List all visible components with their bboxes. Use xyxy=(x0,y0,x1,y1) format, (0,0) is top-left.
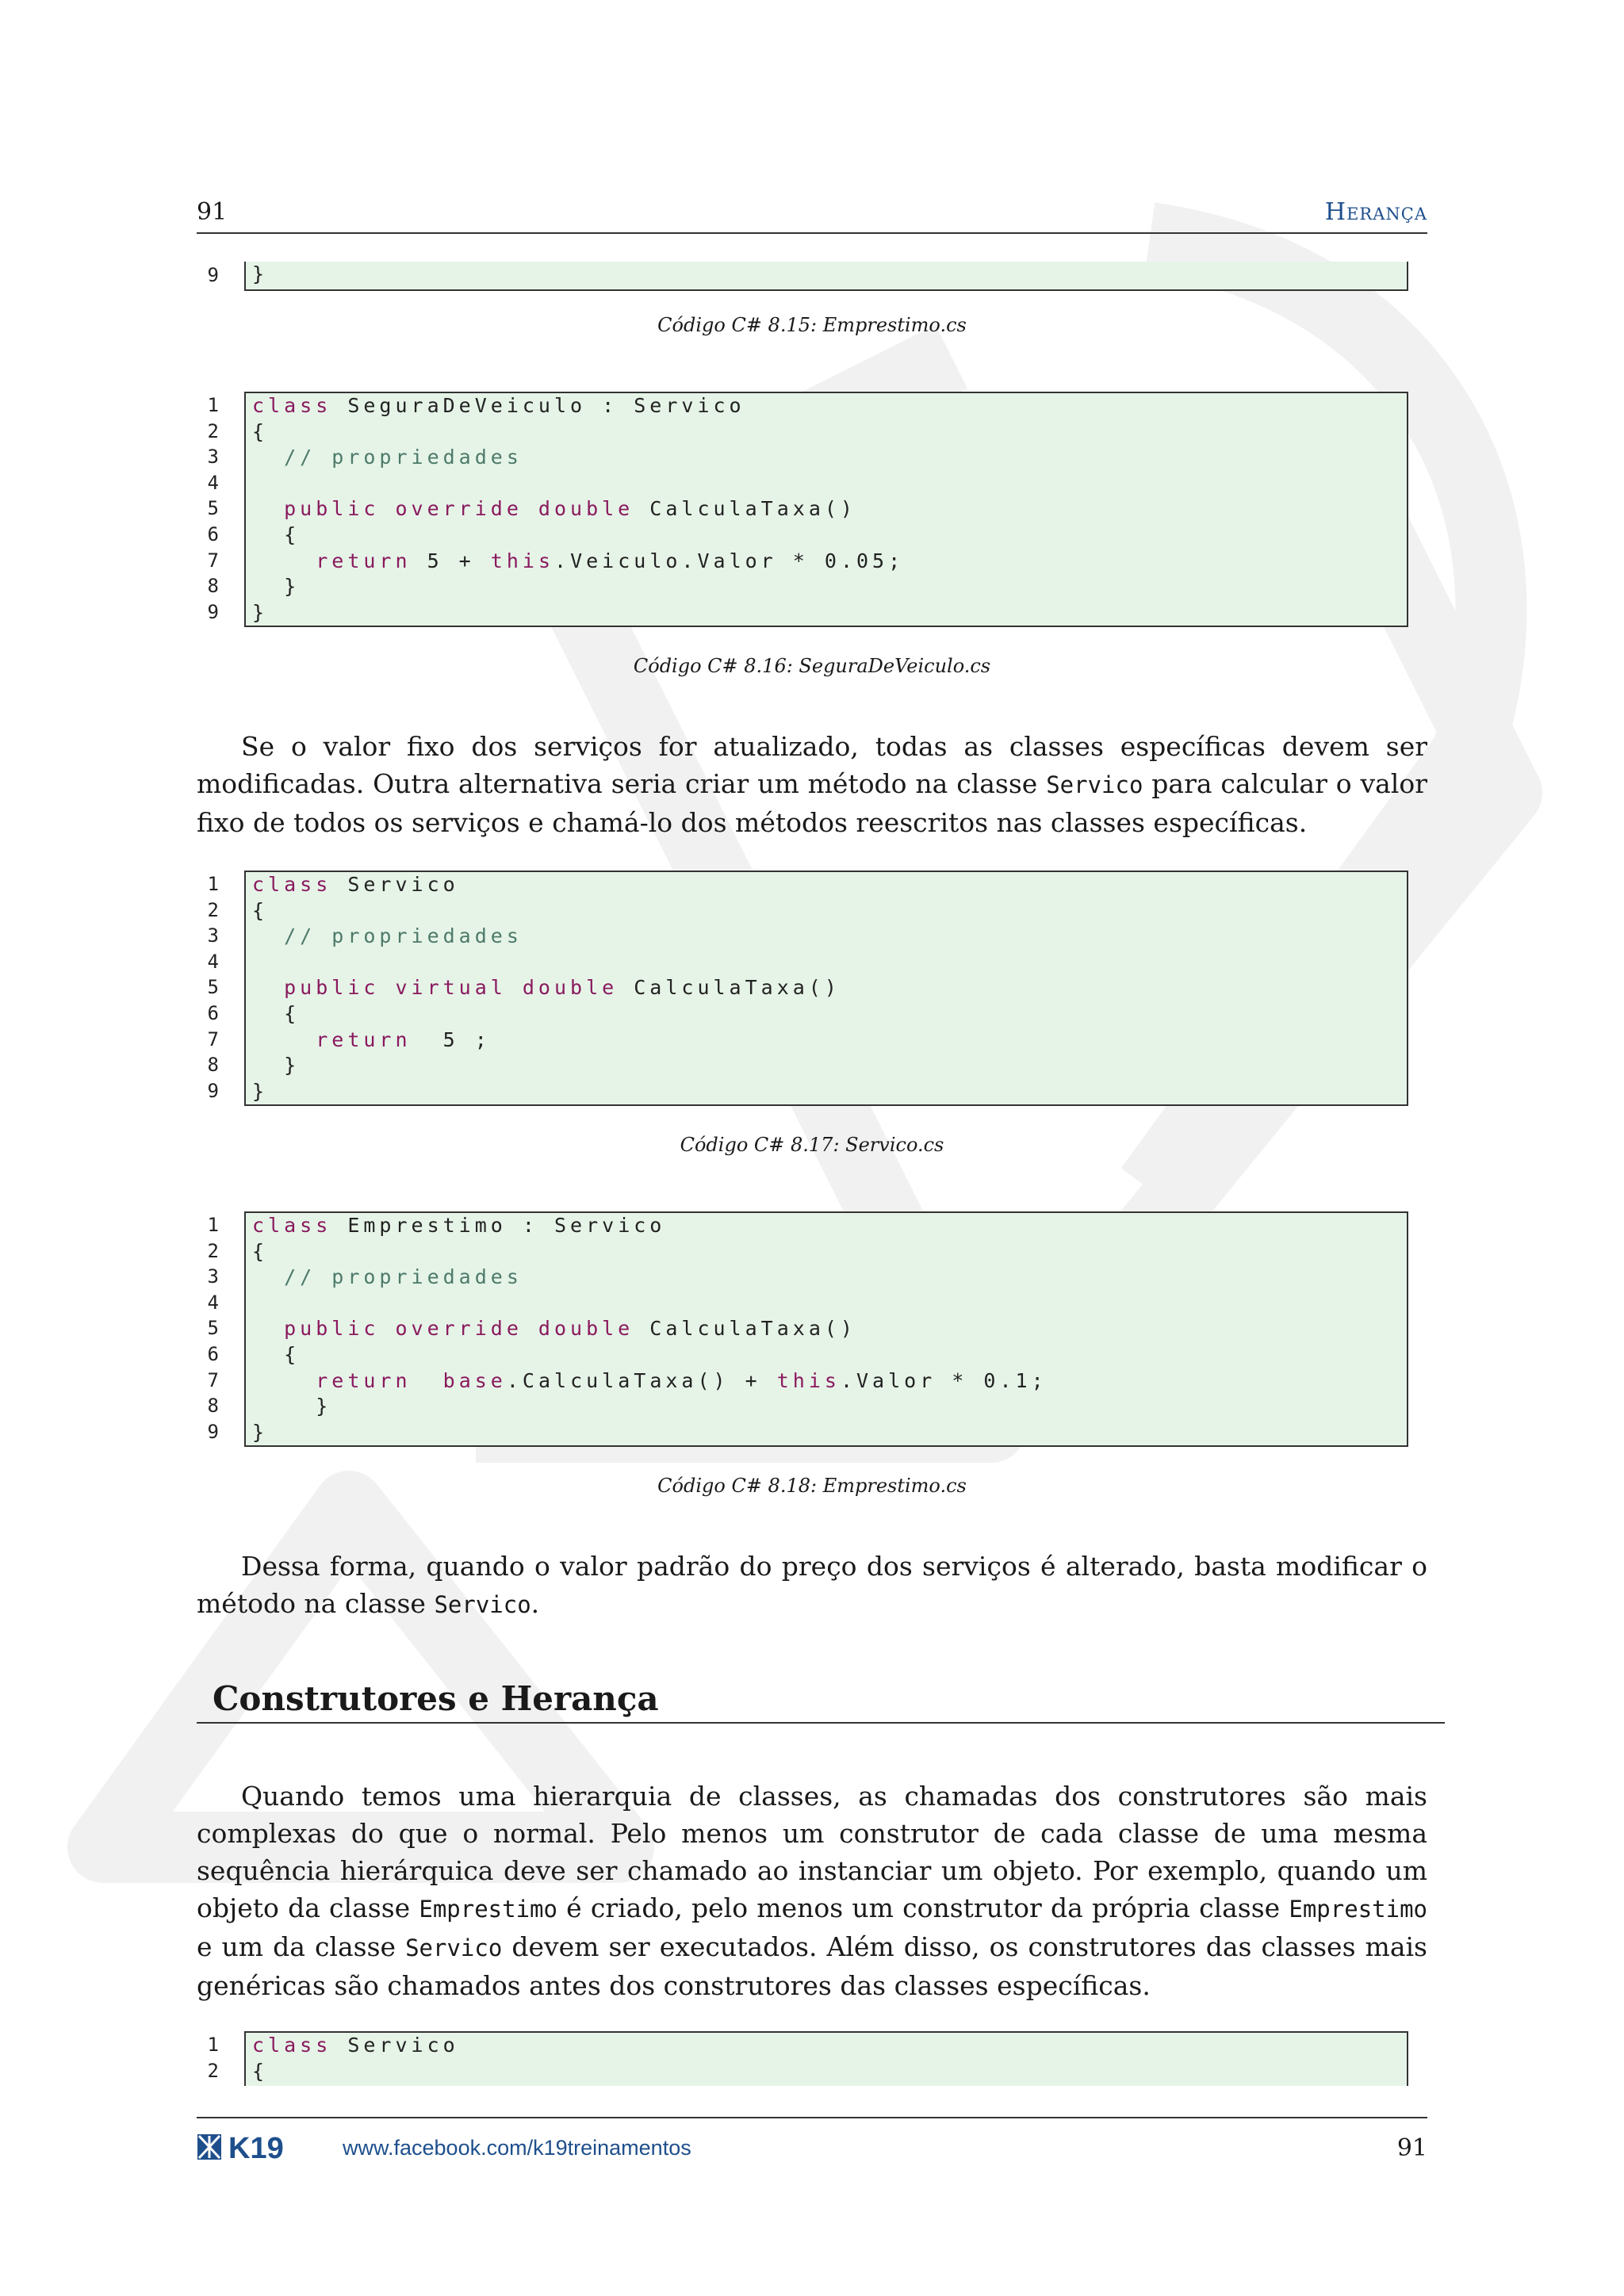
section-rule xyxy=(197,1722,1445,1724)
code-line: class SeguraDeVeiculo : Servico xyxy=(252,394,745,417)
line-number: 8 xyxy=(207,1395,219,1418)
code-line: } xyxy=(252,1420,269,1444)
footer-facebook-link[interactable]: www.facebook.com/k19treinamentos xyxy=(343,2136,691,2160)
code-line: // propriedades xyxy=(284,924,523,948)
code-caption: Código C# 8.18: Emprestimo.cs xyxy=(657,1475,967,1497)
header-chapter-title: Herança xyxy=(1324,198,1427,226)
line-number: 6 xyxy=(207,1002,219,1024)
line-number: 5 xyxy=(207,976,219,999)
line-number: 3 xyxy=(207,1265,219,1288)
code-line: { xyxy=(252,2059,269,2083)
code-line: // propriedades xyxy=(284,1265,523,1289)
footer-page-number: 91 xyxy=(1396,2134,1427,2162)
code-line: class Servico xyxy=(252,2034,459,2057)
code-line: // propriedades xyxy=(284,446,523,469)
line-number: 6 xyxy=(207,1343,219,1365)
code-caption: Código C# 8.17: Servico.cs xyxy=(680,1134,944,1156)
line-number: 3 xyxy=(207,446,219,469)
line-number: 4 xyxy=(207,471,219,494)
code-block-servico xyxy=(244,871,1408,1106)
k19-logo-icon xyxy=(197,2131,324,2163)
code-line: { xyxy=(252,522,301,546)
code-block-emprestimo xyxy=(244,1211,1408,1447)
line-number: 5 xyxy=(207,1317,219,1340)
line-number: 9 xyxy=(207,1079,219,1102)
line-number: 2 xyxy=(207,898,219,921)
line-number: 8 xyxy=(207,575,219,598)
header-page-number: 91 xyxy=(197,198,228,226)
body-paragraph: Se o valor fixo dos serviços for atualizado, todas as classes específicas devem ser modificadas. Outra alternativa seria criar um método na classe Servico para calcular o valor fixo de todos os serviços e chamá-lo dos métodos reescritos nas classes específicas. xyxy=(197,731,1427,838)
code-line: { xyxy=(252,1239,269,1263)
line-number: 4 xyxy=(207,950,219,973)
code-caption: Código C# 8.16: SeguraDeVeiculo.cs xyxy=(633,655,991,677)
line-number: 7 xyxy=(207,549,219,572)
line-number: 6 xyxy=(207,523,219,545)
code-line xyxy=(246,1291,1407,1317)
code-line: } xyxy=(252,1395,332,1418)
line-number: 8 xyxy=(207,1054,219,1077)
section-heading: Construtores e Herança xyxy=(213,1679,659,1718)
line-number: 1 xyxy=(207,2034,219,2056)
code-line: class Servico xyxy=(252,873,459,896)
line-number: 3 xyxy=(207,924,219,947)
line-number: 2 xyxy=(207,419,219,442)
code-line: public virtual double CalculaTaxa() xyxy=(284,976,841,1000)
code-line: { xyxy=(252,1342,301,1366)
line-number: 9 xyxy=(207,1420,219,1443)
code-line: { xyxy=(252,1001,301,1025)
body-paragraph: Dessa forma, quando o valor padrão do preço dos serviços é alterado, basta modificar o método na classe Servico. xyxy=(197,1551,1427,1619)
code-line: { xyxy=(252,898,269,922)
line-number: 4 xyxy=(207,1291,219,1314)
code-caption: Código C# 8.15: Emprestimo.cs xyxy=(657,314,967,336)
line-number: 7 xyxy=(207,1368,219,1391)
footer-rule xyxy=(197,2117,1427,2118)
line-number: 1 xyxy=(207,1214,219,1236)
line-number: 1 xyxy=(207,873,219,895)
code-block-seguradeveiculo xyxy=(244,392,1408,627)
header-rule xyxy=(197,232,1427,234)
code-line: public override double CalculaTaxa() xyxy=(284,1317,856,1341)
code-line xyxy=(246,471,1407,497)
line-number: 5 xyxy=(207,497,219,520)
code-line: return 5 + this.Veiculo.Valor * 0.05; xyxy=(316,549,905,572)
code-block-servico-partial xyxy=(244,2031,1408,2086)
code-line xyxy=(246,950,1407,976)
code-block-continuation xyxy=(244,262,1408,291)
code-line: } xyxy=(252,1079,269,1103)
logo-text: K19 xyxy=(228,2132,284,2163)
code-line: class Emprestimo : Servico xyxy=(252,1214,666,1237)
code-line: } xyxy=(252,600,269,624)
code-line: return base.CalculaTaxa() + this.Valor * 0.1; xyxy=(316,1368,1048,1392)
code-line: } xyxy=(252,575,301,599)
line-number: 7 xyxy=(207,1027,219,1050)
line-number: 1 xyxy=(207,394,219,416)
body-paragraph: Quando temos uma hierarquia de classes, as chamadas dos construtores são mais complexas do que o normal. Pelo menos um construtor de cada classe de uma mesma sequência hierárquica deve ser chamado ao instanciar um objeto. Por exemplo, quando um objeto da classe Emprestimo é criado, pelo menos um construtor da própria classe Emprestimo e um da classe Servico devem ser executados. Além disso, os construtores das classes mais genéricas são chamados antes dos construtores das classes específicas. xyxy=(197,1781,1427,2001)
code-line: } xyxy=(252,1054,301,1077)
line-number: 2 xyxy=(207,1239,219,1262)
code-line: { xyxy=(252,419,269,443)
code-line: public override double CalculaTaxa() xyxy=(284,497,856,521)
code-line: return 5 ; xyxy=(316,1027,491,1051)
line-number: 9 xyxy=(207,264,219,286)
line-number: 9 xyxy=(207,600,219,623)
line-number: 2 xyxy=(207,2059,219,2082)
code-line: } xyxy=(252,262,269,285)
